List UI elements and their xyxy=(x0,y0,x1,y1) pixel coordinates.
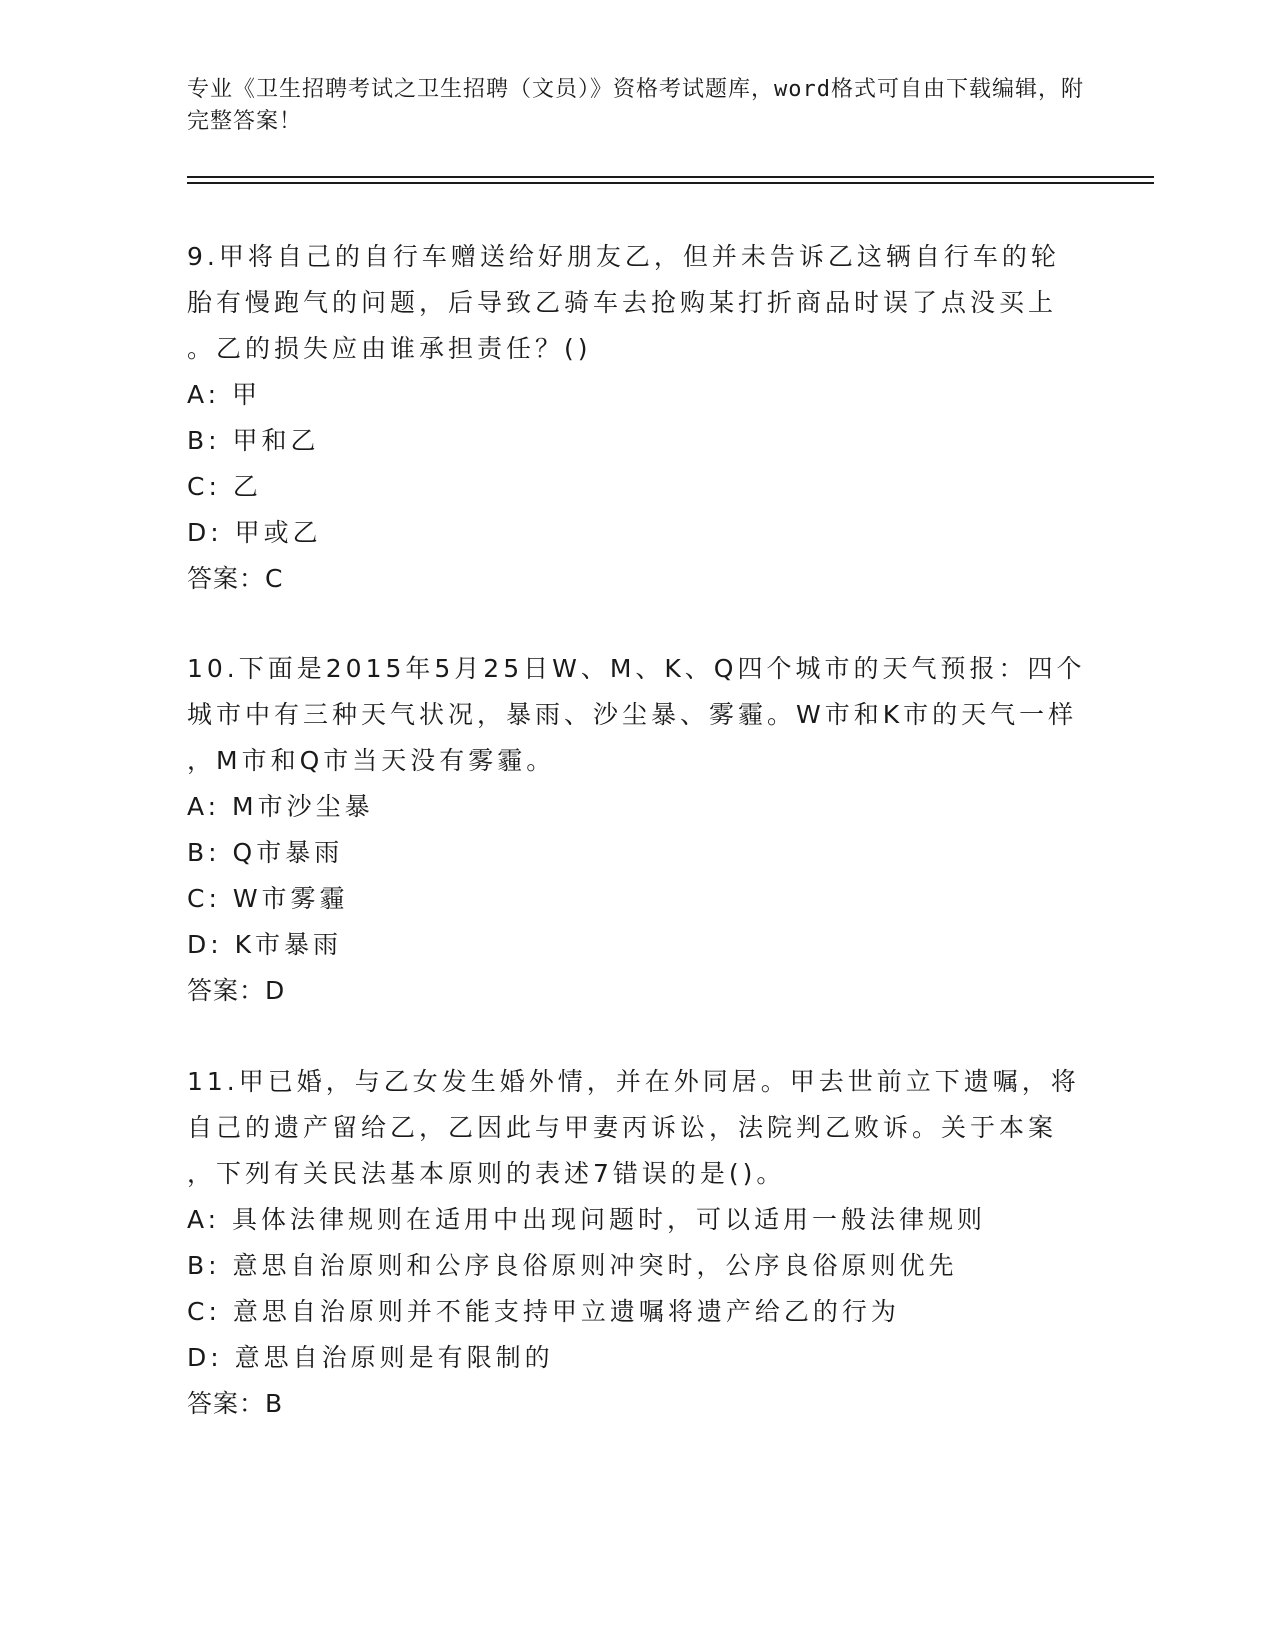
option-d: D: 意思自治原则是有限制的 xyxy=(187,1343,554,1372)
option-a: A: M市沙尘暴 xyxy=(187,792,374,821)
option-c: C: 乙 xyxy=(187,472,262,501)
question-11 xyxy=(187,1059,1087,1427)
answer-line: 答案：D xyxy=(187,976,286,1005)
answer-line: 答案：C xyxy=(187,564,284,593)
question-stem: 10.下面是2015年5月25日W、M、K、Q四个城市的天气预报：四个 城市中有三种天气状况，暴雨、沙尘暴、雾霾。W市和K市的天气一样 ，M市和Q市当天没有雾霾。 xyxy=(187,654,1086,775)
option-d: D: 甲或乙 xyxy=(187,518,322,547)
header-divider-bottom xyxy=(187,182,1154,184)
answer-line: 答案：B xyxy=(187,1389,284,1418)
header-divider-top xyxy=(187,176,1154,178)
question-stem: 9.甲将自己的自行车赠送给好朋友乙，但并未告诉乙这辆自行车的轮 胎有慢跑气的问题，后导致乙骑车去抢购某打折商品时误了点没买上 。乙的损失应由谁承担责任？() xyxy=(187,242,1060,363)
question-9 xyxy=(187,234,1087,602)
option-b: B: 意思自治原则和公序良俗原则冲突时，公序良俗原则优先 xyxy=(187,1251,958,1280)
question-stem: 11.甲已婚，与乙女发生婚外情，并在外同居。甲去世前立下遗嘱，将 自己的遗产留给乙，乙因此与甲妻丙诉讼，法院判乙败诉。关于本案 ，下列有关民法基本原则的表述7错误的是()。 xyxy=(187,1067,1080,1188)
question-10 xyxy=(187,646,1087,1014)
option-b: B: Q市暴雨 xyxy=(187,838,344,867)
option-a: A: 具体法律规则在适用中出现问题时，可以适用一般法律规则 xyxy=(187,1205,987,1234)
option-c: C: 意思自治原则并不能支持甲立遗嘱将遗产给乙的行为 xyxy=(187,1297,900,1326)
document-header: 专业《卫生招聘考试之卫生招聘（文员）》资格考试题库，word格式可自由下载编辑，附完整答案！ xyxy=(187,77,1084,134)
option-d: D: K市暴雨 xyxy=(187,930,343,959)
option-c: C: W市雾霾 xyxy=(187,884,349,913)
option-b: B: 甲和乙 xyxy=(187,426,320,455)
option-a: A: 甲 xyxy=(187,380,262,409)
